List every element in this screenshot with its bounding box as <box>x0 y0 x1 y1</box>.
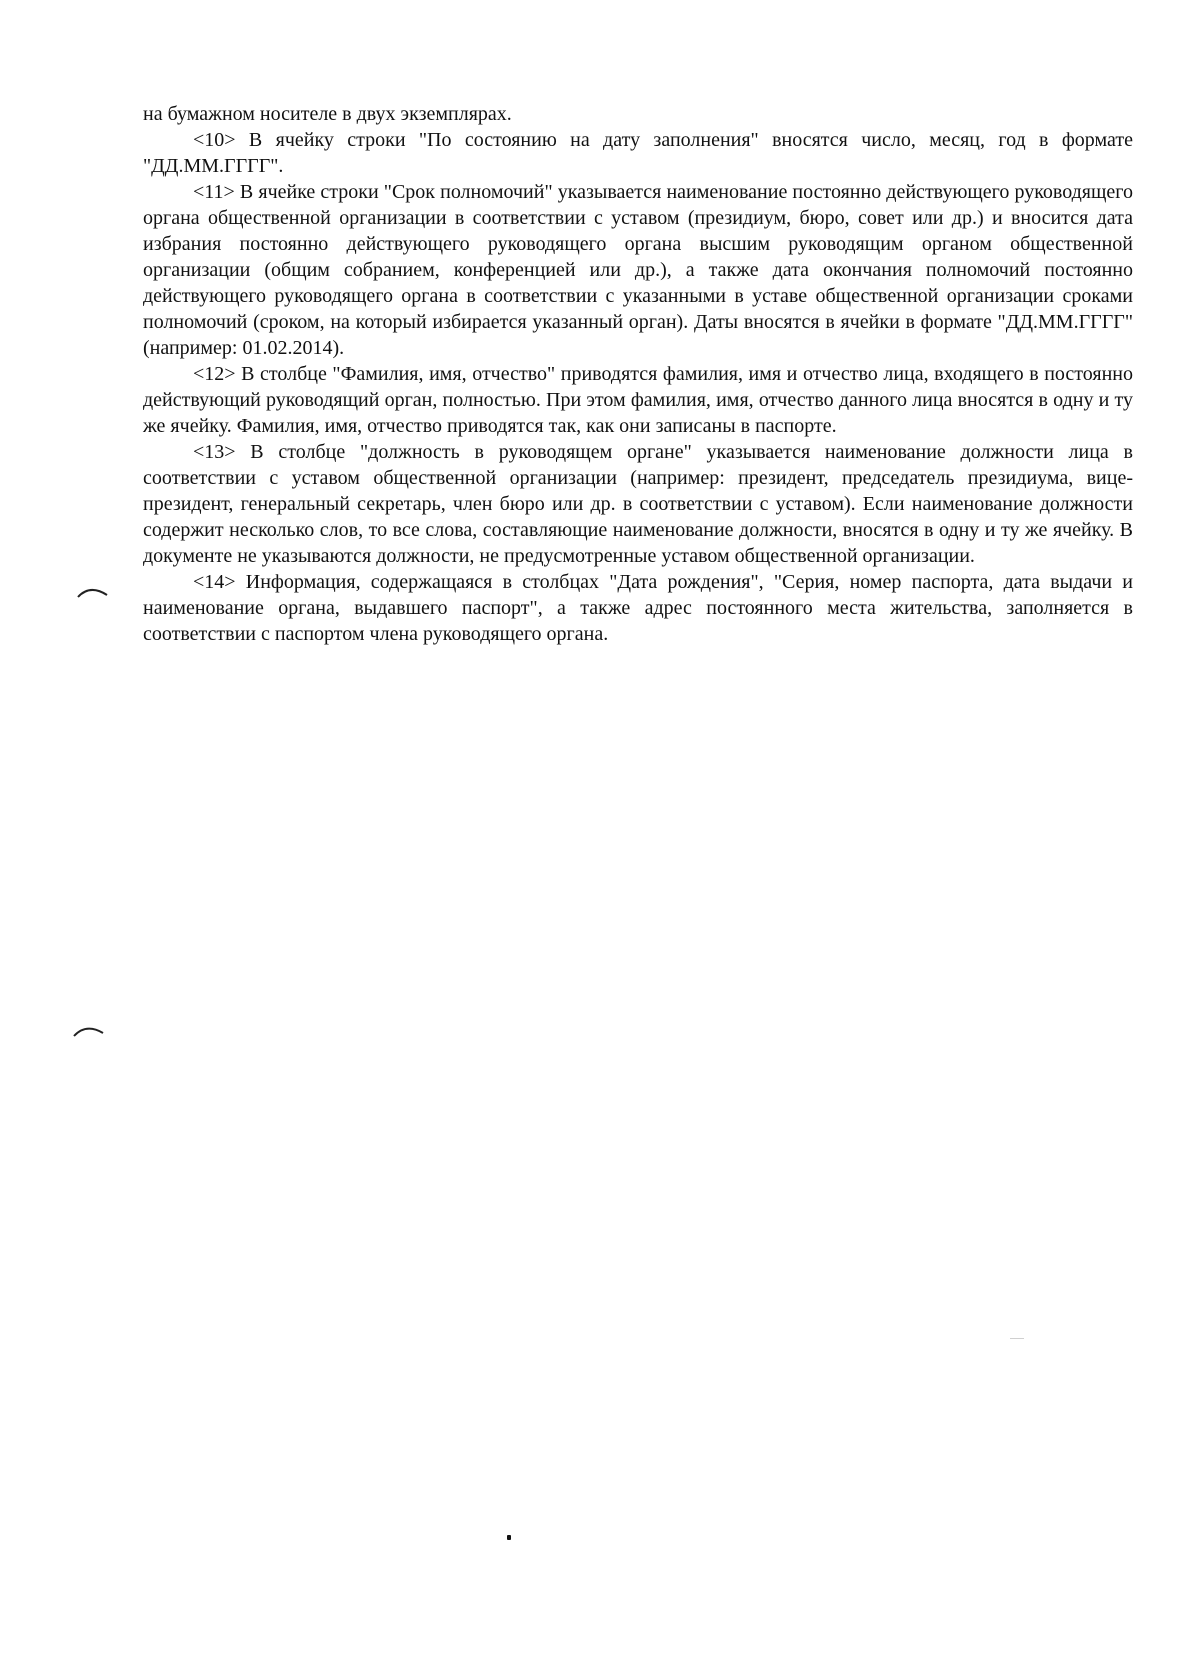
punch-hole-mark-upper <box>76 584 110 600</box>
paragraph-note-11: <11> В ячейке строки "Срок полномочий" указывается наименование постоянно действующего руководящего органа общественной организации в соответствии с уставом (президиум, бюро, совет или др.) и вносится дата избрания постоянно действующего руководящего органа высшим руководящим органом общественной организации (общим собранием, конференцией или др.), а также дата окончания полномочий постоянно действующего руководящего органа в соответствии с указанными в уставе общественной организации сроками полномочий (сроком, на который избирается указанный орган). Даты вносятся в ячейки в формате "ДД.ММ.ГГГГ" (например: 01.02.2014). <box>143 181 1133 359</box>
paragraph-note-10: <10> В ячейку строки "По состоянию на дату заполнения" вносятся число, месяц, год в формате "ДД.ММ.ГГГГ". <box>143 129 1133 177</box>
paragraph-note-13: <13> В столбце "должность в руководящем органе" указывается наименование должности лица в соответствии с уставом общественной организации (например: президент, председатель президиума, вице-президент, генеральный секретарь, член бюро или др. в соответствии с уставом). Если наименование должности содержит несколько слов, то все слова, составляющие наименование должности, вносятся в одну и ту же ячейку. В документе не указываются должности, не предусмотренные уставом общественной организации. <box>143 441 1133 567</box>
document-text <box>143 101 1133 647</box>
paragraph-note-12: <12> В столбце "Фамилия, имя, отчество" приводятся фамилия, имя и отчество лица, входящего в постоянно действующий руководящий орган, полностью. При этом фамилия, имя, отчество данного лица вносятся в одну и ту же ячейку. Фамилия, имя, отчество приводятся так, как они записаны в паспорте. <box>143 363 1133 437</box>
scan-artifact-line <box>1010 1338 1024 1339</box>
scan-speck <box>507 1535 511 1540</box>
paragraph-continuation: на бумажном носителе в двух экземплярах. <box>143 103 512 125</box>
paragraph-note-14: <14> Информация, содержащаяся в столбцах "Дата рождения", "Серия, номер паспорта, дата выдачи и наименование органа, выдавшего паспорт", а также адрес постоянного места жительства, заполняется в соответствии с паспортом члена руководящего органа. <box>143 571 1133 645</box>
punch-hole-mark-lower <box>72 1023 106 1039</box>
